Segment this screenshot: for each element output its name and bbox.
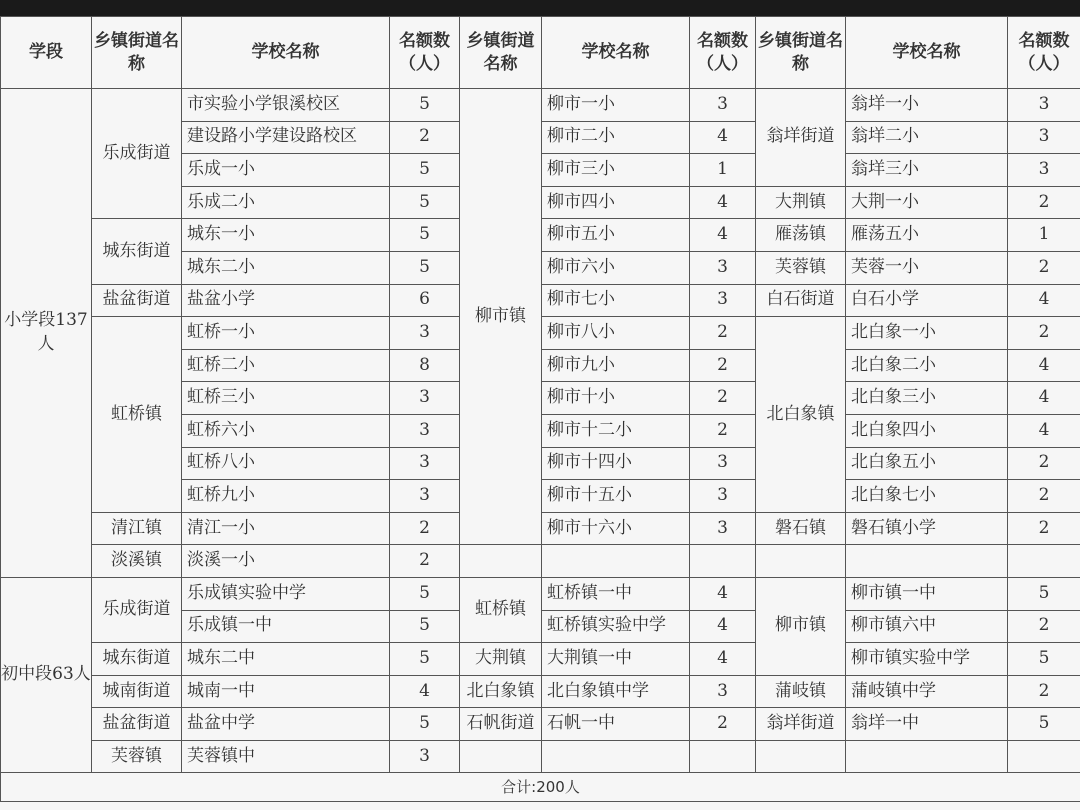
town-cell: 北白象镇	[756, 317, 846, 513]
empty-cell	[690, 545, 756, 578]
quota-cell: 4	[690, 577, 756, 610]
quota-cell: 5	[390, 89, 460, 122]
school-cell: 北白象三小	[846, 382, 1008, 415]
quota-cell: 2	[390, 121, 460, 154]
header-stage: 学段	[1, 17, 92, 89]
quota-cell: 2	[690, 382, 756, 415]
school-cell: 柳市十小	[542, 382, 690, 415]
quota-cell: 3	[390, 447, 460, 480]
school-cell: 乐成镇一中	[182, 610, 390, 643]
school-cell: 城东一小	[182, 219, 390, 252]
school-cell: 柳市镇一中	[846, 577, 1008, 610]
school-cell: 翁垟三小	[846, 154, 1008, 187]
town-cell: 柳市镇	[756, 577, 846, 675]
quota-cell: 5	[390, 643, 460, 676]
school-cell: 雁荡五小	[846, 219, 1008, 252]
school-cell: 柳市十五小	[542, 480, 690, 513]
school-cell: 乐成一小	[182, 154, 390, 187]
school-cell: 虹桥镇实验中学	[542, 610, 690, 643]
school-cell: 大荆镇一中	[542, 643, 690, 676]
quota-cell: 3	[390, 740, 460, 773]
quota-cell: 5	[390, 219, 460, 252]
town-cell: 芙蓉镇	[756, 251, 846, 284]
total-row	[1, 773, 1080, 802]
town-cell: 大荆镇	[460, 643, 542, 676]
school-cell: 柳市八小	[542, 317, 690, 350]
quota-cell: 5	[390, 610, 460, 643]
town-cell: 大荆镇	[756, 186, 846, 219]
town-cell: 虹桥镇	[460, 577, 542, 642]
quota-cell: 3	[690, 447, 756, 480]
quota-cell: 2	[1008, 610, 1080, 643]
table-row	[1, 545, 1080, 578]
school-cell: 大荆一小	[846, 186, 1008, 219]
town-cell: 淡溪镇	[92, 545, 182, 578]
quota-cell: 2	[1008, 186, 1080, 219]
town-cell: 磐石镇	[756, 512, 846, 545]
town-cell: 城东街道	[92, 219, 182, 284]
school-cell: 柳市六小	[542, 251, 690, 284]
town-cell: 柳市镇	[460, 89, 542, 545]
town-cell: 盐盆街道	[92, 284, 182, 317]
school-cell: 柳市九小	[542, 349, 690, 382]
quota-cell: 3	[390, 317, 460, 350]
header-quota-1: 名额数（人）	[390, 17, 460, 89]
school-cell: 柳市十四小	[542, 447, 690, 480]
quota-cell: 4	[690, 121, 756, 154]
school-cell: 北白象二小	[846, 349, 1008, 382]
town-cell: 城南街道	[92, 675, 182, 708]
quota-cell: 4	[1008, 382, 1080, 415]
town-cell: 虹桥镇	[92, 317, 182, 513]
empty-cell	[846, 740, 1008, 773]
school-cell: 柳市七小	[542, 284, 690, 317]
empty-cell	[460, 545, 542, 578]
empty-cell	[690, 740, 756, 773]
school-cell: 石帆一中	[542, 708, 690, 741]
quota-cell: 5	[390, 577, 460, 610]
town-cell: 蒲岐镇	[756, 675, 846, 708]
school-cell: 北白象七小	[846, 480, 1008, 513]
town-cell: 石帆街道	[460, 708, 542, 741]
school-cell: 芙蓉一小	[846, 251, 1008, 284]
quota-cell: 4	[690, 610, 756, 643]
town-cell: 雁荡镇	[756, 219, 846, 252]
quota-cell: 2	[690, 349, 756, 382]
school-cell: 北白象五小	[846, 447, 1008, 480]
quota-cell: 2	[1008, 317, 1080, 350]
quota-table-sheet	[0, 16, 1080, 810]
header-quota-3: 名额数（人）	[1008, 17, 1080, 89]
school-cell: 蒲岐镇中学	[846, 675, 1008, 708]
quota-cell: 3	[690, 251, 756, 284]
school-cell: 虹桥六小	[182, 414, 390, 447]
empty-cell	[460, 740, 542, 773]
empty-cell	[846, 545, 1008, 578]
school-cell: 虹桥二小	[182, 349, 390, 382]
school-cell: 翁垟一小	[846, 89, 1008, 122]
town-cell: 盐盆街道	[92, 708, 182, 741]
school-cell: 柳市镇实验中学	[846, 643, 1008, 676]
quota-cell: 6	[390, 284, 460, 317]
table-row	[1, 675, 1080, 708]
school-cell: 柳市三小	[542, 154, 690, 187]
town-cell: 翁垟街道	[756, 89, 846, 187]
school-cell: 柳市镇六中	[846, 610, 1008, 643]
school-cell: 柳市五小	[542, 219, 690, 252]
quota-cell: 5	[390, 154, 460, 187]
town-cell: 乐成街道	[92, 577, 182, 642]
quota-cell: 3	[390, 382, 460, 415]
header-school-3: 学校名称	[846, 17, 1008, 89]
quota-cell: 3	[1008, 121, 1080, 154]
quota-cell: 3	[690, 284, 756, 317]
quota-cell: 2	[1008, 512, 1080, 545]
school-cell: 城东二中	[182, 643, 390, 676]
school-cell: 虹桥镇一中	[542, 577, 690, 610]
quota-cell: 2	[1008, 447, 1080, 480]
school-cell: 翁垟一中	[846, 708, 1008, 741]
quota-cell: 3	[690, 480, 756, 513]
quota-cell: 3	[390, 414, 460, 447]
school-cell: 翁垟二小	[846, 121, 1008, 154]
header-school-1: 学校名称	[182, 17, 390, 89]
quota-cell: 3	[1008, 89, 1080, 122]
school-cell: 乐成镇实验中学	[182, 577, 390, 610]
header-row	[1, 17, 1080, 89]
quota-cell: 3	[1008, 154, 1080, 187]
school-cell: 磐石镇小学	[846, 512, 1008, 545]
school-cell: 城东二小	[182, 251, 390, 284]
school-cell: 虹桥一小	[182, 317, 390, 350]
quota-cell: 5	[1008, 643, 1080, 676]
quota-cell: 2	[1008, 251, 1080, 284]
table-row	[1, 708, 1080, 741]
quota-cell: 4	[1008, 414, 1080, 447]
table-row	[1, 643, 1080, 676]
header-town-2: 乡镇街道名称	[460, 17, 542, 89]
quota-cell: 5	[1008, 577, 1080, 610]
quota-cell: 2	[690, 708, 756, 741]
quota-cell: 3	[690, 89, 756, 122]
school-cell: 柳市十六小	[542, 512, 690, 545]
empty-cell	[542, 545, 690, 578]
school-cell: 芙蓉镇中	[182, 740, 390, 773]
school-cell: 柳市四小	[542, 186, 690, 219]
town-cell: 城东街道	[92, 643, 182, 676]
school-cell: 盐盆中学	[182, 708, 390, 741]
quota-cell: 2	[1008, 675, 1080, 708]
header-town-3: 乡镇街道名称	[756, 17, 846, 89]
town-cell: 北白象镇	[460, 675, 542, 708]
school-cell: 淡溪一小	[182, 545, 390, 578]
town-cell: 白石街道	[756, 284, 846, 317]
school-cell: 清江一小	[182, 512, 390, 545]
town-cell: 翁垟街道	[756, 708, 846, 741]
town-cell: 乐成街道	[92, 89, 182, 219]
quota-cell: 5	[390, 251, 460, 284]
school-cell: 虹桥九小	[182, 480, 390, 513]
stage-primary: 小学段137人	[1, 89, 92, 578]
quota-cell: 1	[690, 154, 756, 187]
school-cell: 白石小学	[846, 284, 1008, 317]
table-row	[1, 740, 1080, 773]
quota-cell: 4	[390, 675, 460, 708]
empty-cell	[542, 740, 690, 773]
stage-junior: 初中段63人	[1, 577, 92, 773]
quota-cell: 2	[1008, 480, 1080, 513]
empty-cell	[1008, 740, 1080, 773]
quota-cell: 3	[690, 512, 756, 545]
school-cell: 北白象镇中学	[542, 675, 690, 708]
header-quota-2: 名额数（人）	[690, 17, 756, 89]
empty-cell	[1008, 545, 1080, 578]
quota-cell: 4	[1008, 284, 1080, 317]
quota-cell: 5	[1008, 708, 1080, 741]
table-row	[1, 89, 1080, 122]
school-cell: 盐盆小学	[182, 284, 390, 317]
quota-cell: 5	[390, 708, 460, 741]
quota-cell: 4	[690, 643, 756, 676]
quota-cell: 1	[1008, 219, 1080, 252]
school-cell: 建设路小学建设路校区	[182, 121, 390, 154]
school-cell: 市实验小学银溪校区	[182, 89, 390, 122]
quota-cell: 4	[690, 219, 756, 252]
quota-cell: 8	[390, 349, 460, 382]
school-cell: 虹桥三小	[182, 382, 390, 415]
quota-cell: 3	[390, 480, 460, 513]
school-cell: 柳市十二小	[542, 414, 690, 447]
quota-cell: 3	[690, 675, 756, 708]
town-cell: 清江镇	[92, 512, 182, 545]
total-label: 合计:200人	[1, 773, 1080, 802]
table-row	[1, 577, 1080, 610]
quota-cell: 2	[690, 414, 756, 447]
school-cell: 柳市一小	[542, 89, 690, 122]
school-cell: 北白象一小	[846, 317, 1008, 350]
quota-cell: 2	[390, 545, 460, 578]
quota-cell: 4	[1008, 349, 1080, 382]
school-cell: 城南一中	[182, 675, 390, 708]
empty-cell	[756, 740, 846, 773]
header-school-2: 学校名称	[542, 17, 690, 89]
school-cell: 乐成二小	[182, 186, 390, 219]
header-town-1: 乡镇街道名称	[92, 17, 182, 89]
quota-cell: 5	[390, 186, 460, 219]
empty-cell	[756, 545, 846, 578]
school-cell: 虹桥八小	[182, 447, 390, 480]
quota-cell: 2	[390, 512, 460, 545]
town-cell: 芙蓉镇	[92, 740, 182, 773]
quota-cell: 2	[690, 317, 756, 350]
school-cell: 柳市二小	[542, 121, 690, 154]
school-quota-table	[0, 16, 1080, 802]
school-cell: 北白象四小	[846, 414, 1008, 447]
quota-cell: 4	[690, 186, 756, 219]
